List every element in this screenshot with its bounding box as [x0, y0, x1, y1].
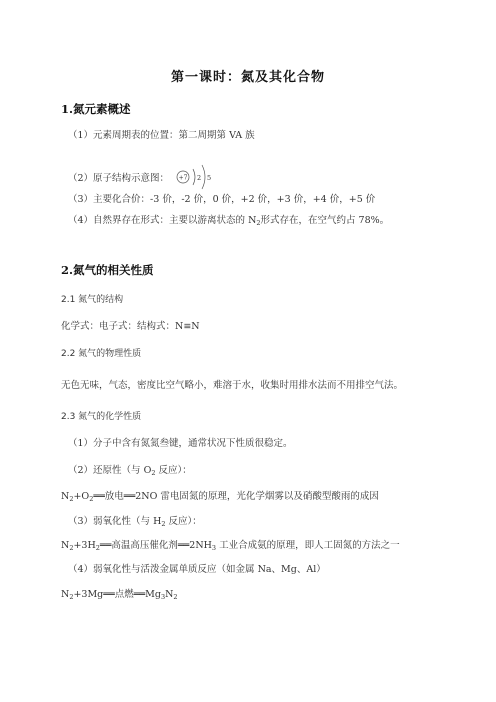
section-2-heading: 2.氮气的相关性质 [61, 263, 154, 277]
physical-properties-text: 无色无味，气态，密度比空气略小，难溶于水，收集时用排水法而不用排空气法。 [61, 380, 404, 391]
shell-2-electrons: 5 [207, 174, 212, 182]
page-title: 第一课时：氮及其化合物 [170, 70, 325, 85]
subsection-2-1-heading: 2.1 氮气的结构 [61, 295, 124, 305]
chem-item-1-stability: （1）分子中含有氮氮叁键，通常状况下性质很稳定。 [68, 438, 293, 449]
nitrogen-structure-text: 化学式：电子式：结构式：N≡N [61, 321, 200, 332]
equation-n2-mg: $N_2+3Mg══$点燃$══Mg_3N_2$ [61, 589, 178, 601]
item-2-atomic-structure: （2）原子结构示意图： [68, 173, 170, 184]
atomic-structure-diagram [173, 155, 223, 195]
subsection-2-2-heading: 2.2 氮气的物理性质 [61, 349, 142, 359]
item-4-natural-form: （4）自然界存在形式：主要以游离状态的 $N_2$形式存在，在空气约占 78%。 [68, 215, 390, 227]
item-1-period-position: （1）元素周期表的位置：第二周期第 VA 族 [68, 130, 255, 141]
equation-n2-h2: $N_2+3H_2══$高温高压催化剂$══2NH_3$ 工业合成氨的原理，即人工固氮的方法之一 [61, 540, 400, 552]
chem-item-4-active-metals: （4）弱氧化性与活泼金属单质反应（如金属 Na、Mg、Al） [68, 564, 326, 575]
nucleus-charge: +7 [178, 174, 188, 182]
shell-1-electrons: 2 [197, 174, 202, 182]
equation-n2-o2: $N_2+O_2══$放电══2NO 雷电固氮的原理，光化学烟雾以及硝酸型酸雨的成因 [61, 491, 379, 503]
item-3-valence: （3）主要化合价：-3 价，-2 价，0 价，+2 价，+3 价，+4 价，+5 价 [68, 194, 376, 205]
chem-item-2-reducibility: （2）还原性（与 $O_2$ 反应）： [68, 465, 192, 477]
section-1-heading: 1.氮元素概述 [61, 102, 131, 116]
shell-2-arc [202, 165, 205, 189]
subsection-2-3-heading: 2.3 氮气的化学性质 [61, 412, 142, 422]
chem-item-3-weak-oxidizer-h2: （3）弱氧化性（与 $H_2$ 反应）： [68, 516, 202, 528]
shell-1-arc [193, 169, 195, 185]
